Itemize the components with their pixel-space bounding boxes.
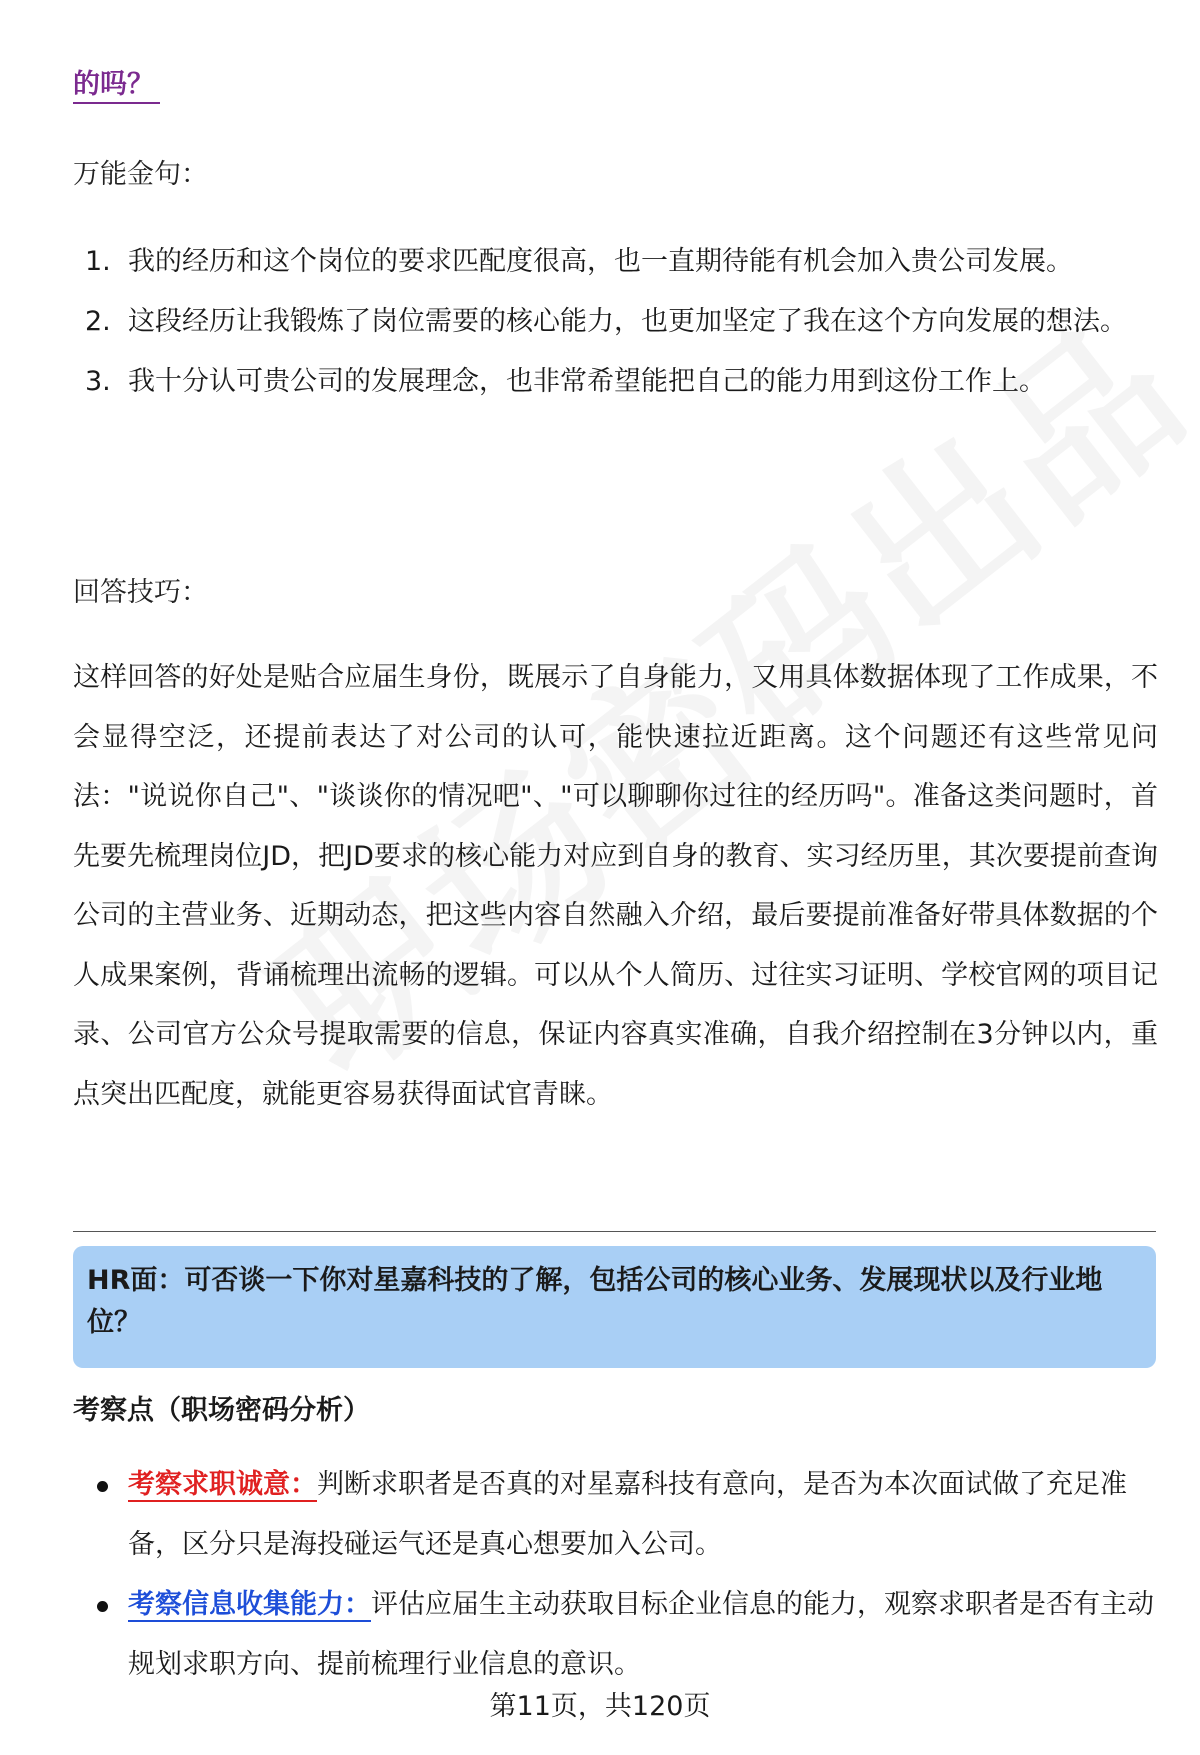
section-divider — [73, 1231, 1156, 1232]
point-text: 判断求职者是否真的对星嘉科技有意向，是否为本次面试做了充足准备，区分只是海投碰运气还是真心想要加入公司。 — [128, 1469, 1127, 1560]
list-number: 1. — [85, 246, 111, 277]
golden-sentences-label: 万能金句： — [73, 159, 208, 190]
point-text: 评估应届生主动获取目标企业信息的能力，观察求职者是否有主动规划求职方向、提前梳理行业信息的意识。 — [128, 1589, 1154, 1680]
answer-tips-paragraph: 这样回答的好处是贴合应届生身份，既展示了自身能力，又用具体数据体现了工作成果，不会显得空泛，还提前表达了对公司的认可，能快速拉近距离。这个问题还有这些常见问法："说说你自己"、"谈谈你的情况吧"、"可以聊聊你过往的经历吗"。准备这类问题时，首先要先梳理岗位JD，把JD要求的核心能力对应到自身的教育、实习经历里，其次要提前查询公司的主营业务、近期动态，把这些内容自然融入介绍，最后要提前准备好带具体数据的个人成果案例，背诵梳理出流畅的逻辑。可以从个人简历、过往实习证明、学校官网的项目记录、公司官方公众号提取需要的信息，保证内容真实准确，自我介绍控制在3分钟以内，重点突出匹配度，就能更容易获得面试官青睐。 — [73, 662, 1158, 1110]
list-number: 2. — [85, 306, 111, 337]
bullet-icon — [97, 1481, 108, 1492]
list-item — [73, 232, 1153, 292]
list-item-text: 这段经历让我锻炼了岗位需要的核心能力，也更加坚定了我在这个方向发展的想法。 — [128, 306, 1127, 337]
question-text: HR面：可否谈一下你对星嘉科技的了解，包括公司的核心业务、发展现状以及行业地位？ — [87, 1265, 1103, 1338]
assessment-points-list — [73, 1455, 1158, 1695]
answer-tips-label: 回答技巧： — [73, 577, 208, 608]
bullet-icon — [97, 1601, 108, 1612]
continued-question-link[interactable]: 的吗？ — [73, 62, 160, 104]
assessment-points-heading: 考察点（职场密码分析） — [73, 1395, 370, 1426]
list-item-text: 我十分认可贵公司的发展理念，也非常希望能把自己的能力用到这份工作上。 — [128, 366, 1046, 397]
point-keyword[interactable]: 考察信息收集能力： — [128, 1589, 371, 1620]
golden-sentences-list — [73, 232, 1153, 412]
question-box — [73, 1246, 1156, 1368]
list-item — [73, 1455, 1158, 1575]
list-item-text: 我的经历和这个岗位的要求匹配度很高，也一直期待能有机会加入贵公司发展。 — [128, 246, 1073, 277]
point-keyword[interactable]: 考察求职诚意： — [128, 1469, 317, 1500]
page-number: 第11页，共120页 — [489, 1691, 711, 1722]
list-item — [73, 292, 1153, 352]
list-item — [73, 352, 1153, 412]
list-item — [73, 1575, 1158, 1695]
list-number: 3. — [85, 366, 111, 397]
